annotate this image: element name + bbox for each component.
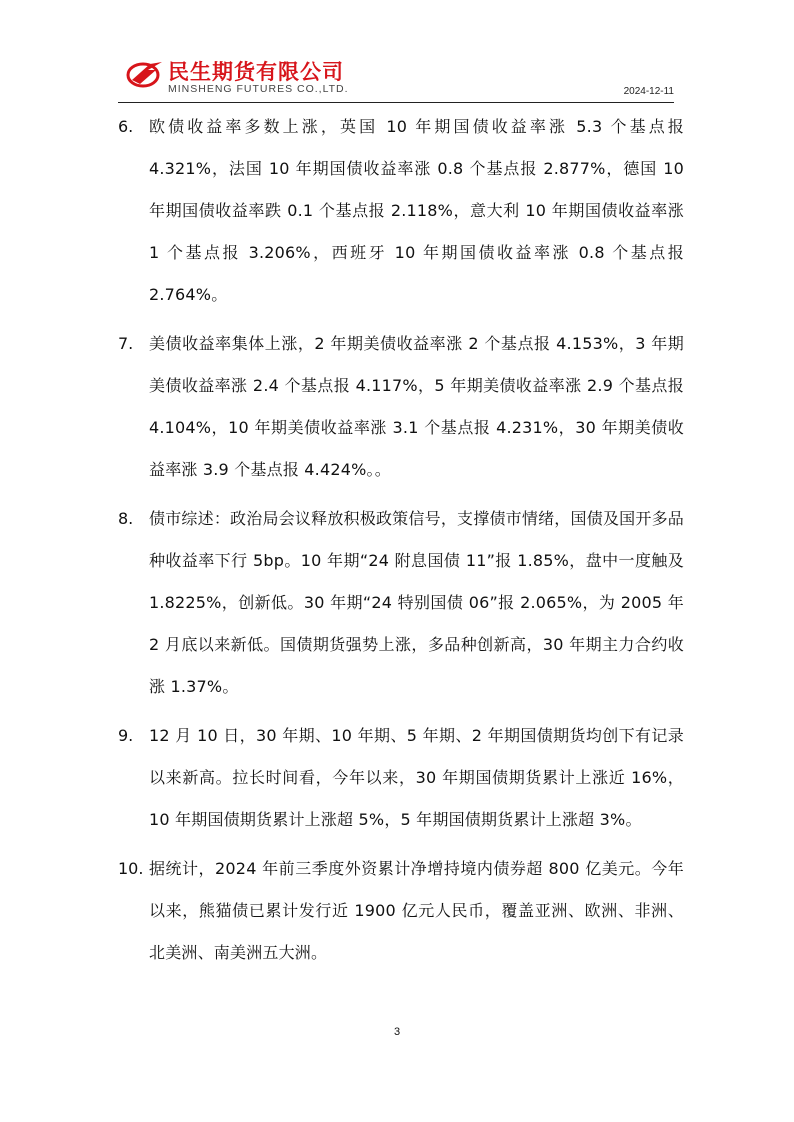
item-number: 7. (118, 334, 134, 353)
item-number: 10. (118, 859, 144, 878)
item-text: 债市综述：政治局会议释放积极政策信号，支撑债市情绪，国债及国开多品种收益率下行 5bp。10 年期“24 附息国债 11”报 1.85%，盘中一度触及 1.8225%，创新低。30 年期“24 特别国债 06”报 2.065%，为 2005 年 2 月底以来新低。国债期货强势上涨，多品种创新高，30 年期主力合约收涨 1.37%。 (149, 509, 684, 696)
company-logo-icon (126, 58, 164, 88)
item-number: 6. (118, 117, 134, 136)
list-item (118, 106, 684, 316)
item-text: 据统计，2024 年前三季度外资累计净增持境内债券超 800 亿美元。今年以来，熊猫债已累计发行近 1900 亿元人民币，覆盖亚洲、欧洲、非洲、北美洲、南美洲五大洲。 (149, 859, 684, 962)
page-header (118, 52, 674, 103)
item-text: 12 月 10 日，30 年期、10 年期、5 年期、2 年期国债期货均创下有记录以来新高。拉长时间看，今年以来，30 年期国债期货累计上涨近 16%，10 年期国债期货累计上涨超 5%，5 年期国债期货累计上涨超 3%。 (149, 726, 684, 829)
news-list (118, 106, 684, 981)
list-item (118, 323, 684, 491)
list-item (118, 498, 684, 708)
item-text: 美债收益率集体上涨，2 年期美债收益率涨 2 个基点报 4.153%，3 年期美债收益率涨 2.4 个基点报 4.117%，5 年期美债收益率涨 2.9 个基点报 4.104%，10 年期美债收益率涨 3.1 个基点报 4.231%，30 年期美债收益率涨 3.9 个基点报 4.424%。。 (149, 334, 684, 479)
company-name-cn: 民生期货有限公司 (168, 60, 344, 84)
company-name-en: MINSHENG FUTURES CO.,LTD. (168, 83, 349, 95)
report-date: 2024-12-11 (623, 86, 674, 97)
item-text: 欧债收益率多数上涨，英国 10 年期国债收益率涨 5.3 个基点报 4.321%，法国 10 年期国债收益率涨 0.8 个基点报 2.877%，德国 10 年期国债收益率跌 0.1 个基点报 2.118%，意大利 10 年期国债收益率涨 1 个基点报 3.206%，西班牙 10 年期国债收益率涨 0.8 个基点报 2.764%。 (149, 117, 684, 304)
page-number: 3 (393, 1026, 401, 1038)
item-number: 8. (118, 509, 134, 528)
item-number: 9. (118, 726, 134, 745)
list-item (118, 848, 684, 974)
list-item (118, 715, 684, 841)
